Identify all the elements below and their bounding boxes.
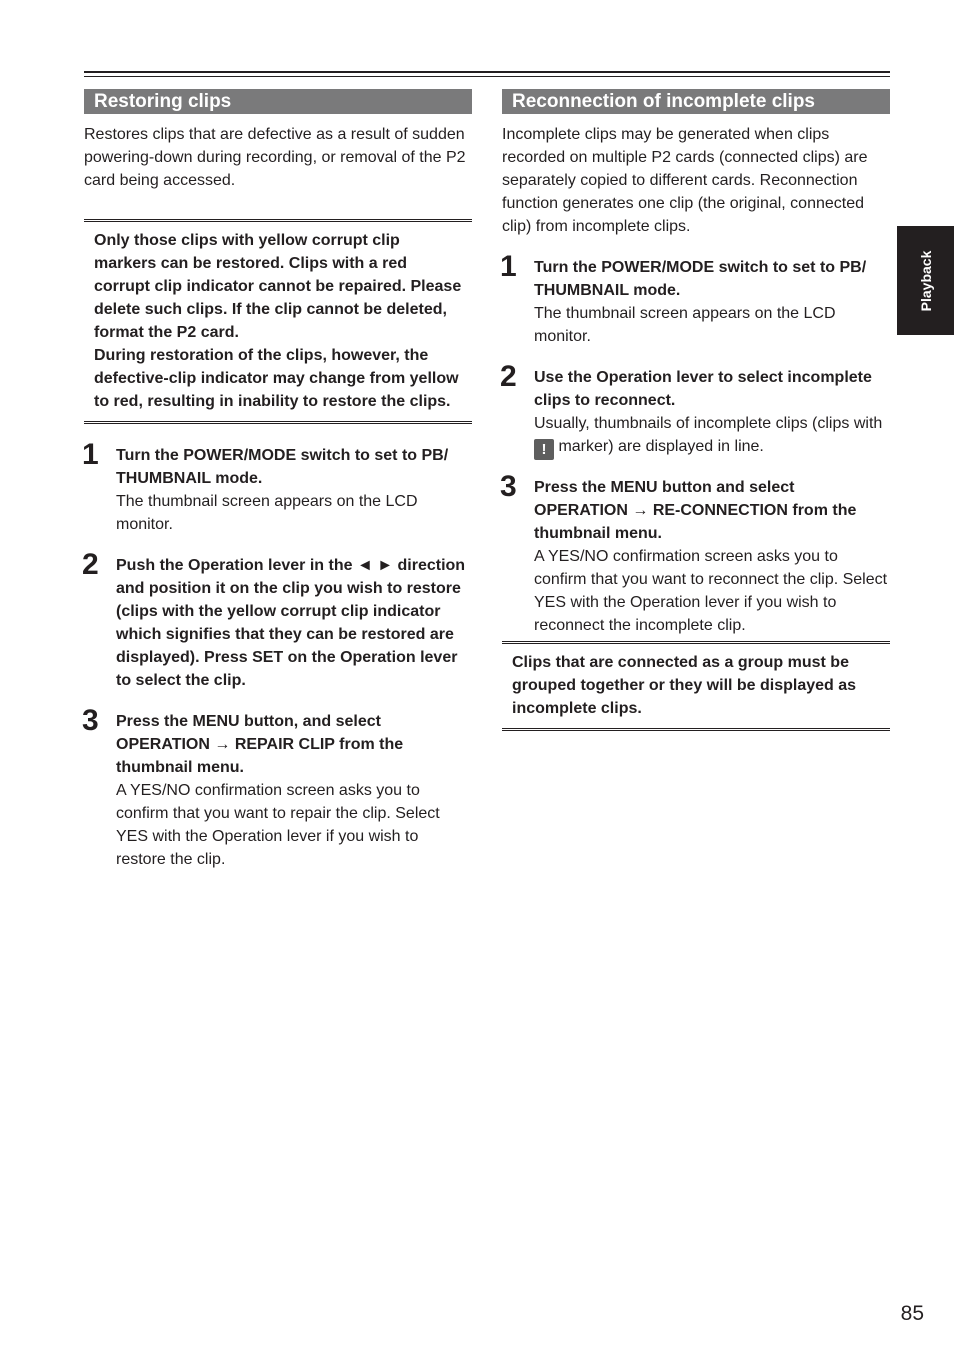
- side-tab-playback: [897, 226, 954, 335]
- reconnection-intro: Incomplete clips may be generated when clips recorded on multiple P2 cards (connected clips) are separately copied to different cards. Reconnection function generates one clip (the original, connected clip) from incomplete clips.: [502, 126, 868, 235]
- step-body: The thumbnail screen appears on the LCD monitor.: [116, 493, 418, 533]
- reconnection-step-2: [500, 360, 890, 460]
- restoring-step-1: [82, 438, 472, 536]
- restoring-intro: Restores clips that are defective as a result of sudden powering-down during recording, or removal of the P2 card being accessed.: [84, 126, 466, 189]
- step-body-before: Usually, thumbnails of incomplete clips (clips with: [534, 415, 883, 432]
- step-title: Use the Operation lever to select incomplete clips to reconnect.: [534, 369, 872, 409]
- step-title: Turn the POWER/MODE switch to set to PB/ THUMBNAIL mode.: [116, 447, 449, 487]
- restoring-step-3: [82, 704, 472, 871]
- step-number: 3: [82, 704, 99, 737]
- restoring-step-2: [82, 548, 472, 692]
- side-tab-label: Playback: [917, 250, 934, 311]
- top-rule: [84, 71, 890, 77]
- page-number: 85: [900, 1302, 924, 1325]
- step-number: 2: [82, 548, 99, 581]
- restoring-note: [84, 219, 472, 424]
- step-title: Press the MENU button, and select OPERATION → REPAIR CLIP from the thumbnail menu.: [116, 713, 404, 776]
- step-body: The thumbnail screen appears on the LCD monitor.: [534, 305, 836, 345]
- step-number: 1: [82, 438, 99, 471]
- left-column: [84, 89, 472, 871]
- reconnection-note: [502, 641, 890, 731]
- reconnection-step-3: [500, 470, 890, 637]
- step-body: A YES/NO confirmation screen asks you to confirm that you want to reconnect the clip. Select YES with the Operation lever if you wish to reconnect the incomplete clip.: [534, 548, 888, 634]
- step-title: Turn the POWER/MODE switch to set to PB/ THUMBNAIL mode.: [534, 259, 867, 299]
- reconnection-note-text: Clips that are connected as a group must be grouped together or they will be displayed as incomplete clips.: [512, 654, 857, 717]
- step-number: 1: [500, 250, 517, 283]
- right-column: [502, 89, 890, 731]
- step-title: Press the MENU button and select OPERATION → RE-CONNECTION from the thumbnail menu.: [534, 479, 857, 542]
- step-title: Push the Operation lever in the ◄ ► direction and position it on the clip you wish to restore (clips with the yellow corrupt clip indicator which signifies that they can be restored are displayed). Press SET on the Operation lever to select the clip.: [116, 557, 466, 689]
- restoring-note-para-1: Only those clips with yellow corrupt clip markers can be restored. Clips with a red corrupt clip indicator cannot be repaired. Please delete such clips. If the clip cannot be deleted, format the P2 card.: [94, 232, 462, 341]
- reconnection-step-1: [500, 250, 890, 348]
- step-body-after: marker) are displayed in line.: [554, 438, 764, 455]
- incomplete-clip-marker-icon: !: [534, 439, 554, 460]
- step-body: A YES/NO confirmation screen asks you to confirm that you want to repair the clip. Select YES with the Operation lever if you wish to restore the clip.: [116, 782, 440, 868]
- restoring-note-para-2: During restoration of the clips, however, the defective-clip indicator may change from yellow to red, resulting in inability to restore the clips.: [94, 347, 459, 410]
- step-number: 2: [500, 360, 517, 393]
- section-heading-restoring-clips: Restoring clips: [84, 89, 472, 114]
- step-body: [534, 412, 890, 460]
- step-number: 3: [500, 470, 517, 503]
- section-heading-reconnection: Reconnection of incomplete clips: [502, 89, 890, 114]
